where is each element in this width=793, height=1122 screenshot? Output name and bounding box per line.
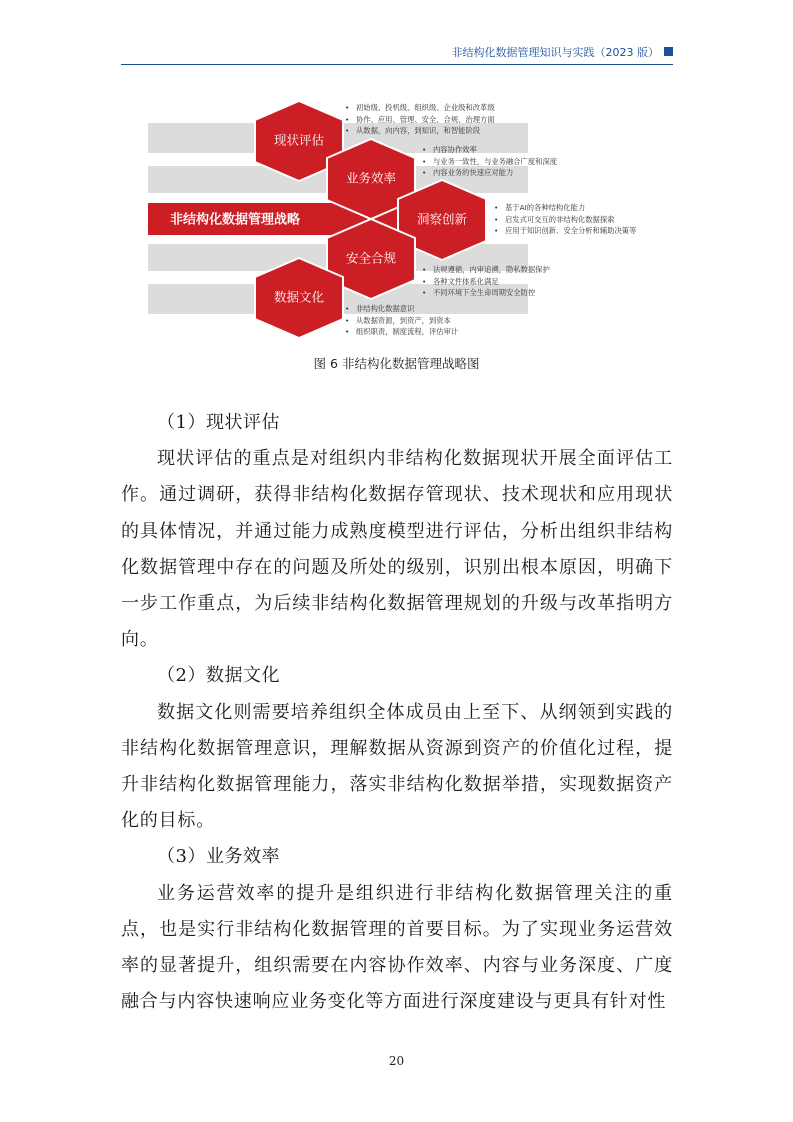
section-heading: （1）现状评估 — [157, 412, 280, 433]
page-number: 20 — [388, 1054, 405, 1068]
bullet-item: • 从数据资源，到资产，到资本 — [345, 315, 458, 327]
bullet-item: • 初始级、投机级、组织级、企业级和改革级 — [345, 102, 495, 114]
bullet-item: • 非结构化数据意识 — [345, 303, 458, 315]
hex-label-efficiency: 业务效率 — [345, 170, 397, 186]
bullet-item: • 组织职责，制度流程，评估审计 — [345, 326, 458, 338]
header-title: 非结构化数据管理知识与实践（2023 版） — [451, 46, 659, 59]
body-text — [121, 405, 673, 1020]
section-paragraph: 数据文化则需要培养组织全体成员由上至下、从纲领到实践的非结构化数据管理意识，理解数据从资源到资产的价值化过程，提升非结构化数据管理能力，落实非结构化数据举措，实现数据资产化的目标。 — [121, 701, 673, 832]
bullet-item: • 应用于知识创新、安全分析和辅助决策等 — [494, 225, 636, 237]
bullet-item: • 内容协作效率 — [422, 144, 557, 156]
hex-label-culture: 数据文化 — [273, 289, 325, 305]
bullet-item: • 不同环境下全生命周期安全防控 — [422, 287, 550, 299]
bullet-item: • 启发式可交互的非结构化数据探索 — [494, 214, 636, 226]
bullet-item: • 协作、应用、管理、安全、合规、治理方面 — [345, 114, 495, 126]
bullets-culture — [345, 303, 458, 338]
section-heading: （3）业务效率 — [157, 846, 280, 868]
bullets-compliance — [422, 264, 550, 299]
bullets-status — [345, 102, 495, 137]
strategy-figure — [0, 0, 793, 350]
strategy-label: 非结构化数据管理战略 — [170, 212, 301, 228]
bullets-innovation — [494, 202, 636, 237]
bullet-item: • 基于AI的各种结构化能力 — [494, 202, 636, 214]
bullet-item: • 从数据，向内容，到知识，和智能阶段 — [345, 125, 495, 137]
strategy-diagram — [0, 0, 793, 350]
hex-label-status: 现状评估 — [273, 132, 325, 148]
bullet-item: • 法规遵循，内审追溯，隐私数据保护 — [422, 264, 550, 276]
section-heading: （2）数据文化 — [157, 665, 280, 687]
bullet-item: • 内容业务的快速应对能力 — [422, 167, 557, 179]
figure-caption: 图 6 非结构化数据管理战略图 — [313, 356, 480, 371]
hex-label-compliance: 安全合规 — [345, 250, 397, 266]
section-paragraph: 业务运营效率的提升是组织进行非结构化数据管理关注的重点，也是实行非结构化数据管理的首要目标。为了实现业务运营效率的显著提升，组织需要在内容协作效率、内容与业务深度、广度融合与内容快速响应业务变化等方面进行深度建设与更具有针对性 — [121, 882, 673, 1013]
hex-label-innovation: 洞察创新 — [416, 211, 468, 227]
bullet-item: • 与业务一致性，与业务融合广度和深度 — [422, 156, 557, 168]
bullets-efficiency — [422, 144, 557, 179]
section-paragraph: 现状评估的重点是对组织内非结构化数据现状开展全面评估工作。通过调研，获得非结构化数据存管现状、技术现状和应用现状的具体情况，并通过能力成熟度模型进行评估，分析出组织非结构化数据管理中存在的问题及所处的级别，识别出根本原因，明确下一步工作重点，为后续非结构化数据管理规划的升级与改革指明方向。 — [121, 448, 673, 651]
bullet-item: • 各种文件体系化满足 — [422, 276, 550, 288]
